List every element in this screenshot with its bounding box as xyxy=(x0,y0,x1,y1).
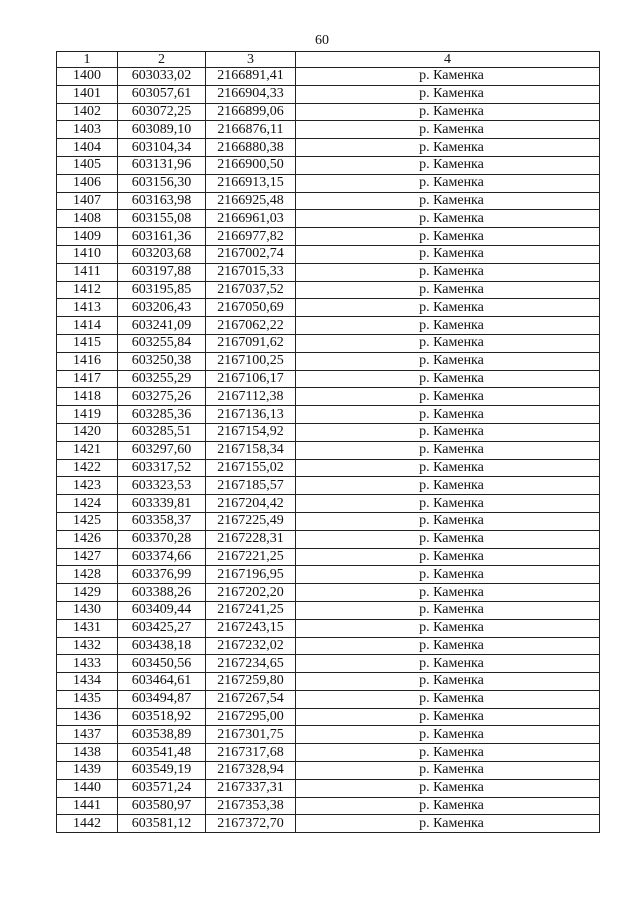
point-number-cell: 1429 xyxy=(57,584,118,602)
point-number-cell: 1413 xyxy=(57,299,118,317)
x-coordinate-cell: 603197,88 xyxy=(118,263,206,281)
description-cell: р. Каменка xyxy=(296,477,600,495)
table-row xyxy=(57,441,600,459)
x-coordinate-cell: 603581,12 xyxy=(118,815,206,833)
description-cell: р. Каменка xyxy=(296,655,600,673)
description-cell: р. Каменка xyxy=(296,495,600,513)
description-cell: р. Каменка xyxy=(296,726,600,744)
description-cell: р. Каменка xyxy=(296,85,600,103)
description-cell: р. Каменка xyxy=(296,779,600,797)
table-row xyxy=(57,459,600,477)
y-coordinate-cell: 2167221,25 xyxy=(206,548,296,566)
description-cell: р. Каменка xyxy=(296,281,600,299)
table-row xyxy=(57,334,600,352)
y-coordinate-cell: 2167037,52 xyxy=(206,281,296,299)
point-number-cell: 1433 xyxy=(57,655,118,673)
x-coordinate-cell: 603089,10 xyxy=(118,121,206,139)
point-number-cell: 1436 xyxy=(57,708,118,726)
point-number-cell: 1410 xyxy=(57,245,118,263)
x-coordinate-cell: 603275,26 xyxy=(118,388,206,406)
point-number-cell: 1418 xyxy=(57,388,118,406)
point-number-cell: 1414 xyxy=(57,317,118,335)
table-row xyxy=(57,690,600,708)
y-coordinate-cell: 2167353,38 xyxy=(206,797,296,815)
table-row xyxy=(57,210,600,228)
y-coordinate-cell: 2167301,75 xyxy=(206,726,296,744)
description-cell: р. Каменка xyxy=(296,370,600,388)
x-coordinate-cell: 603104,34 xyxy=(118,139,206,157)
table-row xyxy=(57,601,600,619)
table-row xyxy=(57,139,600,157)
table-row xyxy=(57,566,600,584)
y-coordinate-cell: 2167267,54 xyxy=(206,690,296,708)
description-cell: р. Каменка xyxy=(296,708,600,726)
x-coordinate-cell: 603538,89 xyxy=(118,726,206,744)
header-cell-point-number: 1 xyxy=(57,52,118,68)
x-coordinate-cell: 603464,61 xyxy=(118,673,206,691)
table-row xyxy=(57,192,600,210)
x-coordinate-cell: 603339,81 xyxy=(118,495,206,513)
header-cell-description: 4 xyxy=(296,52,600,68)
point-number-cell: 1400 xyxy=(57,68,118,86)
point-number-cell: 1405 xyxy=(57,156,118,174)
description-cell: р. Каменка xyxy=(296,512,600,530)
x-coordinate-cell: 603297,60 xyxy=(118,441,206,459)
x-coordinate-cell: 603250,38 xyxy=(118,352,206,370)
point-number-cell: 1426 xyxy=(57,530,118,548)
point-number-cell: 1427 xyxy=(57,548,118,566)
x-coordinate-cell: 603155,08 xyxy=(118,210,206,228)
table-row xyxy=(57,121,600,139)
y-coordinate-cell: 2166900,50 xyxy=(206,156,296,174)
point-number-cell: 1422 xyxy=(57,459,118,477)
point-number-cell: 1421 xyxy=(57,441,118,459)
table-row xyxy=(57,762,600,780)
description-cell: р. Каменка xyxy=(296,192,600,210)
description-cell: р. Каменка xyxy=(296,245,600,263)
table-row xyxy=(57,352,600,370)
x-coordinate-cell: 603358,37 xyxy=(118,512,206,530)
table-row xyxy=(57,228,600,246)
description-cell: р. Каменка xyxy=(296,228,600,246)
y-coordinate-cell: 2166904,33 xyxy=(206,85,296,103)
table-row xyxy=(57,406,600,424)
table-row xyxy=(57,495,600,513)
description-cell: р. Каменка xyxy=(296,744,600,762)
point-number-cell: 1439 xyxy=(57,762,118,780)
point-number-cell: 1409 xyxy=(57,228,118,246)
point-number-cell: 1415 xyxy=(57,334,118,352)
point-number-cell: 1440 xyxy=(57,779,118,797)
y-coordinate-cell: 2166913,15 xyxy=(206,174,296,192)
table-row xyxy=(57,779,600,797)
x-coordinate-cell: 603241,09 xyxy=(118,317,206,335)
description-cell: р. Каменка xyxy=(296,441,600,459)
point-number-cell: 1431 xyxy=(57,619,118,637)
description-cell: р. Каменка xyxy=(296,637,600,655)
y-coordinate-cell: 2167328,94 xyxy=(206,762,296,780)
table-row xyxy=(57,815,600,833)
x-coordinate-cell: 603195,85 xyxy=(118,281,206,299)
point-number-cell: 1435 xyxy=(57,690,118,708)
point-number-cell: 1401 xyxy=(57,85,118,103)
table-row xyxy=(57,85,600,103)
description-cell: р. Каменка xyxy=(296,334,600,352)
y-coordinate-cell: 2167136,13 xyxy=(206,406,296,424)
y-coordinate-cell: 2167243,15 xyxy=(206,619,296,637)
y-coordinate-cell: 2167196,95 xyxy=(206,566,296,584)
point-number-cell: 1402 xyxy=(57,103,118,121)
table-body xyxy=(57,68,600,833)
point-number-cell: 1428 xyxy=(57,566,118,584)
x-coordinate-cell: 603541,48 xyxy=(118,744,206,762)
point-number-cell: 1432 xyxy=(57,637,118,655)
table-row xyxy=(57,156,600,174)
y-coordinate-cell: 2167050,69 xyxy=(206,299,296,317)
point-number-cell: 1416 xyxy=(57,352,118,370)
point-number-cell: 1411 xyxy=(57,263,118,281)
x-coordinate-cell: 603388,26 xyxy=(118,584,206,602)
point-number-cell: 1425 xyxy=(57,512,118,530)
description-cell: р. Каменка xyxy=(296,762,600,780)
description-cell: р. Каменка xyxy=(296,530,600,548)
description-cell: р. Каменка xyxy=(296,174,600,192)
x-coordinate-cell: 603580,97 xyxy=(118,797,206,815)
y-coordinate-cell: 2167106,17 xyxy=(206,370,296,388)
point-number-cell: 1423 xyxy=(57,477,118,495)
description-cell: р. Каменка xyxy=(296,406,600,424)
table-row xyxy=(57,299,600,317)
x-coordinate-cell: 603156,30 xyxy=(118,174,206,192)
description-cell: р. Каменка xyxy=(296,815,600,833)
description-cell: р. Каменка xyxy=(296,459,600,477)
description-cell: р. Каменка xyxy=(296,263,600,281)
description-cell: р. Каменка xyxy=(296,121,600,139)
y-coordinate-cell: 2167185,57 xyxy=(206,477,296,495)
x-coordinate-cell: 603494,87 xyxy=(118,690,206,708)
y-coordinate-cell: 2167259,80 xyxy=(206,673,296,691)
x-coordinate-cell: 603057,61 xyxy=(118,85,206,103)
x-coordinate-cell: 603374,66 xyxy=(118,548,206,566)
y-coordinate-cell: 2167372,70 xyxy=(206,815,296,833)
description-cell: р. Каменка xyxy=(296,317,600,335)
table-row xyxy=(57,637,600,655)
point-number-cell: 1407 xyxy=(57,192,118,210)
table-row xyxy=(57,281,600,299)
point-number-cell: 1424 xyxy=(57,495,118,513)
x-coordinate-cell: 603285,36 xyxy=(118,406,206,424)
x-coordinate-cell: 603323,53 xyxy=(118,477,206,495)
y-coordinate-cell: 2166977,82 xyxy=(206,228,296,246)
point-number-cell: 1406 xyxy=(57,174,118,192)
description-cell: р. Каменка xyxy=(296,548,600,566)
point-number-cell: 1437 xyxy=(57,726,118,744)
table-row xyxy=(57,619,600,637)
y-coordinate-cell: 2166880,38 xyxy=(206,139,296,157)
description-cell: р. Каменка xyxy=(296,423,600,441)
y-coordinate-cell: 2167154,92 xyxy=(206,423,296,441)
x-coordinate-cell: 603425,27 xyxy=(118,619,206,637)
point-number-cell: 1417 xyxy=(57,370,118,388)
description-cell: р. Каменка xyxy=(296,797,600,815)
coordinates-table xyxy=(56,51,600,833)
point-number-cell: 1430 xyxy=(57,601,118,619)
y-coordinate-cell: 2167204,42 xyxy=(206,495,296,513)
y-coordinate-cell: 2167158,34 xyxy=(206,441,296,459)
description-cell: р. Каменка xyxy=(296,352,600,370)
point-number-cell: 1404 xyxy=(57,139,118,157)
table-row xyxy=(57,744,600,762)
x-coordinate-cell: 603571,24 xyxy=(118,779,206,797)
y-coordinate-cell: 2167091,62 xyxy=(206,334,296,352)
table-row xyxy=(57,708,600,726)
header-row xyxy=(57,52,600,68)
x-coordinate-cell: 603206,43 xyxy=(118,299,206,317)
description-cell: р. Каменка xyxy=(296,388,600,406)
description-cell: р. Каменка xyxy=(296,299,600,317)
point-number-cell: 1434 xyxy=(57,673,118,691)
y-coordinate-cell: 2167100,25 xyxy=(206,352,296,370)
header-cell-x-coordinate: 2 xyxy=(118,52,206,68)
y-coordinate-cell: 2167225,49 xyxy=(206,512,296,530)
x-coordinate-cell: 603161,36 xyxy=(118,228,206,246)
y-coordinate-cell: 2167241,25 xyxy=(206,601,296,619)
y-coordinate-cell: 2167232,02 xyxy=(206,637,296,655)
table-header xyxy=(57,52,600,68)
table-row xyxy=(57,797,600,815)
y-coordinate-cell: 2166891,41 xyxy=(206,68,296,86)
x-coordinate-cell: 603376,99 xyxy=(118,566,206,584)
table-row xyxy=(57,673,600,691)
x-coordinate-cell: 603518,92 xyxy=(118,708,206,726)
y-coordinate-cell: 2166925,48 xyxy=(206,192,296,210)
y-coordinate-cell: 2167155,02 xyxy=(206,459,296,477)
description-cell: р. Каменка xyxy=(296,673,600,691)
x-coordinate-cell: 603409,44 xyxy=(118,601,206,619)
table-row xyxy=(57,548,600,566)
table-row xyxy=(57,103,600,121)
x-coordinate-cell: 603203,68 xyxy=(118,245,206,263)
table-row xyxy=(57,512,600,530)
table-row xyxy=(57,245,600,263)
y-coordinate-cell: 2166876,11 xyxy=(206,121,296,139)
x-coordinate-cell: 603285,51 xyxy=(118,423,206,441)
y-coordinate-cell: 2167002,74 xyxy=(206,245,296,263)
point-number-cell: 1408 xyxy=(57,210,118,228)
point-number-cell: 1420 xyxy=(57,423,118,441)
y-coordinate-cell: 2167202,20 xyxy=(206,584,296,602)
x-coordinate-cell: 603255,29 xyxy=(118,370,206,388)
point-number-cell: 1419 xyxy=(57,406,118,424)
table-row xyxy=(57,68,600,86)
y-coordinate-cell: 2167015,33 xyxy=(206,263,296,281)
x-coordinate-cell: 603370,28 xyxy=(118,530,206,548)
y-coordinate-cell: 2167112,38 xyxy=(206,388,296,406)
y-coordinate-cell: 2167234,65 xyxy=(206,655,296,673)
table-row xyxy=(57,477,600,495)
point-number-cell: 1403 xyxy=(57,121,118,139)
description-cell: р. Каменка xyxy=(296,601,600,619)
header-cell-y-coordinate: 3 xyxy=(206,52,296,68)
table-row xyxy=(57,655,600,673)
y-coordinate-cell: 2166961,03 xyxy=(206,210,296,228)
point-number-cell: 1442 xyxy=(57,815,118,833)
description-cell: р. Каменка xyxy=(296,68,600,86)
x-coordinate-cell: 603438,18 xyxy=(118,637,206,655)
description-cell: р. Каменка xyxy=(296,156,600,174)
table-row xyxy=(57,174,600,192)
page-number: 60 xyxy=(315,33,329,48)
table-row xyxy=(57,317,600,335)
table-row xyxy=(57,263,600,281)
x-coordinate-cell: 603072,25 xyxy=(118,103,206,121)
point-number-cell: 1412 xyxy=(57,281,118,299)
y-coordinate-cell: 2167062,22 xyxy=(206,317,296,335)
x-coordinate-cell: 603549,19 xyxy=(118,762,206,780)
description-cell: р. Каменка xyxy=(296,103,600,121)
y-coordinate-cell: 2167228,31 xyxy=(206,530,296,548)
x-coordinate-cell: 603317,52 xyxy=(118,459,206,477)
description-cell: р. Каменка xyxy=(296,690,600,708)
table-row xyxy=(57,726,600,744)
x-coordinate-cell: 603450,56 xyxy=(118,655,206,673)
point-number-cell: 1441 xyxy=(57,797,118,815)
x-coordinate-cell: 603131,96 xyxy=(118,156,206,174)
table-row xyxy=(57,423,600,441)
y-coordinate-cell: 2167295,00 xyxy=(206,708,296,726)
x-coordinate-cell: 603163,98 xyxy=(118,192,206,210)
table-row xyxy=(57,370,600,388)
table-row xyxy=(57,530,600,548)
description-cell: р. Каменка xyxy=(296,566,600,584)
description-cell: р. Каменка xyxy=(296,139,600,157)
y-coordinate-cell: 2166899,06 xyxy=(206,103,296,121)
x-coordinate-cell: 603255,84 xyxy=(118,334,206,352)
point-number-cell: 1438 xyxy=(57,744,118,762)
y-coordinate-cell: 2167317,68 xyxy=(206,744,296,762)
description-cell: р. Каменка xyxy=(296,619,600,637)
y-coordinate-cell: 2167337,31 xyxy=(206,779,296,797)
table-row xyxy=(57,584,600,602)
description-cell: р. Каменка xyxy=(296,584,600,602)
table-row xyxy=(57,388,600,406)
description-cell: р. Каменка xyxy=(296,210,600,228)
x-coordinate-cell: 603033,02 xyxy=(118,68,206,86)
